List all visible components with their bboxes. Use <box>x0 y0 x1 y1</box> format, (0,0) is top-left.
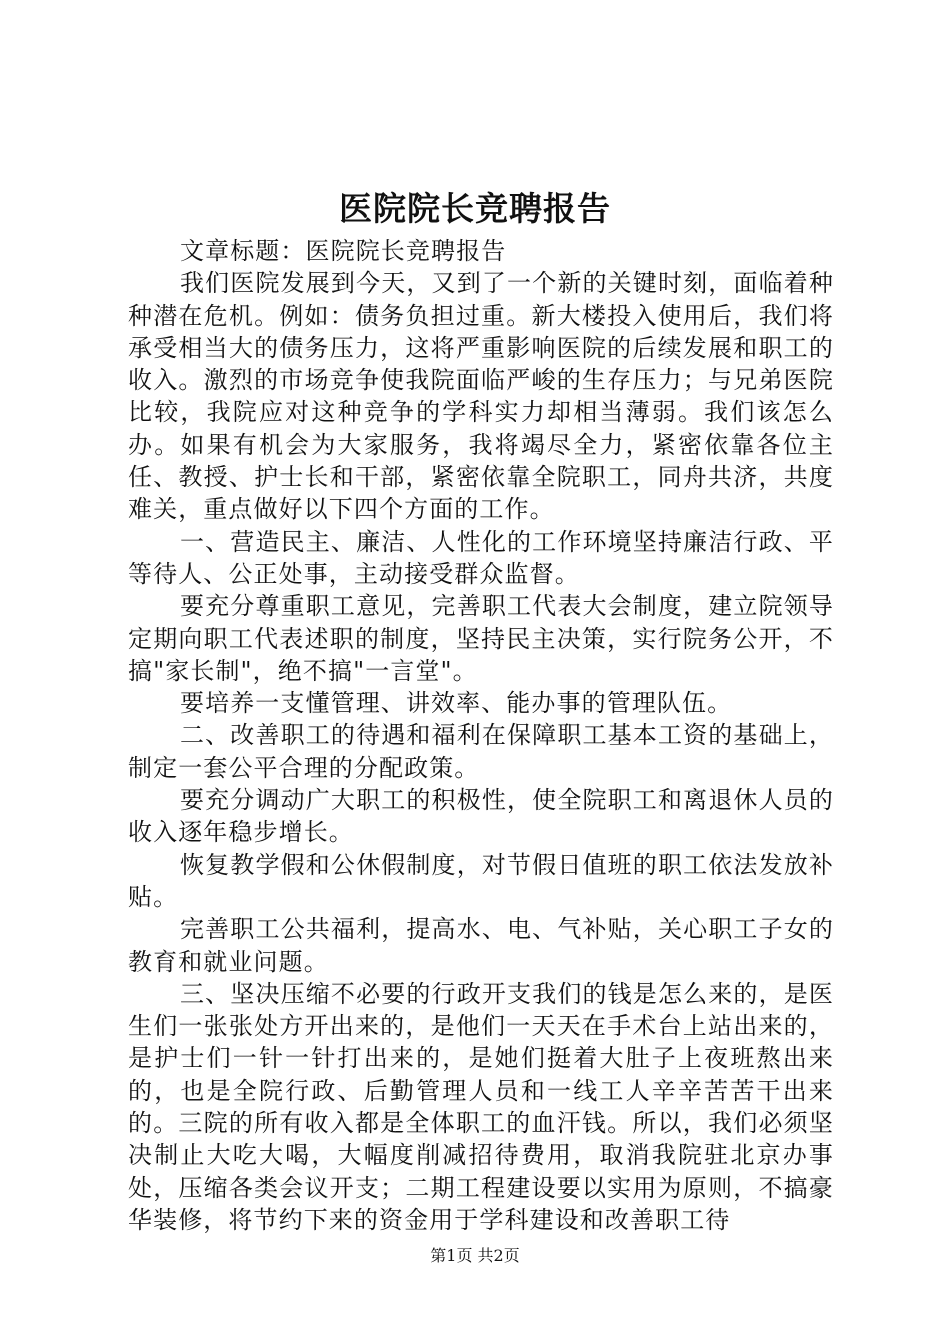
document-body <box>128 235 834 1236</box>
paragraph-section-one: 一、营造民主、廉洁、人性化的工作环境坚持廉洁行政、平等待人、公正处事，主动接受群众监督。 <box>128 527 834 588</box>
paragraph-respect-staff: 要充分尊重职工意见，完善职工代表大会制度，建立院领导定期向职工代表述职的制度，坚持民主决策，实行院务公开，不搞"家长制"，绝不搞"一言堂"。 <box>128 592 834 685</box>
paragraph-management-team: 要培养一支懂管理、讲效率、能办事的管理队伍。 <box>180 689 733 718</box>
paragraph-article-title: 文章标题：医院院长竞聘报告 <box>180 237 507 265</box>
paragraph-welfare: 完善职工公共福利，提高水、电、气补贴，关心职工子女的教育和就业问题。 <box>128 915 834 976</box>
document-title: 医院院长竞聘报告 <box>339 189 611 228</box>
paragraph-intro: 我们医院发展到今天，又到了一个新的关键时刻，面临着种种潜在危机。例如：债务负担过重。新大楼投入使用后，我们将承受相当大的债务压力，这将严重影响医院的后续发展和职工的收入。激烈的市场竞争使我院面临严峻的生存压力；与兄弟医院比较，我院应对这种竞争的学科实力却相当薄弱。我们该怎么办。如果有机会为大家服务，我将竭尽全力，紧密依靠各位主任、教授、护士长和干部，紧密依靠全院职工，同舟共济，共度难关，重点做好以下四个方面的工作。 <box>128 269 834 524</box>
page-number-footer: 第1页 共2页 <box>430 1246 520 1265</box>
paragraph-section-three: 三、坚决压缩不必要的行政开支我们的钱是怎么来的，是医生们一张张处方开出来的，是他们一天天在手术台上站出来的，是护士们一针一针打出来的，是她们挺着大肚子上夜班熬出来的，也是全院行政、后勤管理人员和一线工人辛辛苦苦干出来的。三院的所有收入都是全体职工的血汗钱。所以，我们必须坚决制止大吃大喝，大幅度削减招待费用，取消我院驻北京办事处，压缩各类会议开支；二期工程建设要以实用为原则，不搞豪华装修，将节约下来的资金用于学科建设和改善职工待 <box>128 979 834 1234</box>
paragraph-leave-system: 恢复教学假和公休假制度，对节假日值班的职工依法发放补贴。 <box>128 850 834 911</box>
paragraph-section-two: 二、改善职工的待遇和福利在保障职工基本工资的基础上，制定一套公平合理的分配政策。 <box>128 721 834 782</box>
paragraph-staff-income: 要充分调动广大职工的积极性，使全院职工和离退休人员的收入逐年稳步增长。 <box>128 786 834 847</box>
